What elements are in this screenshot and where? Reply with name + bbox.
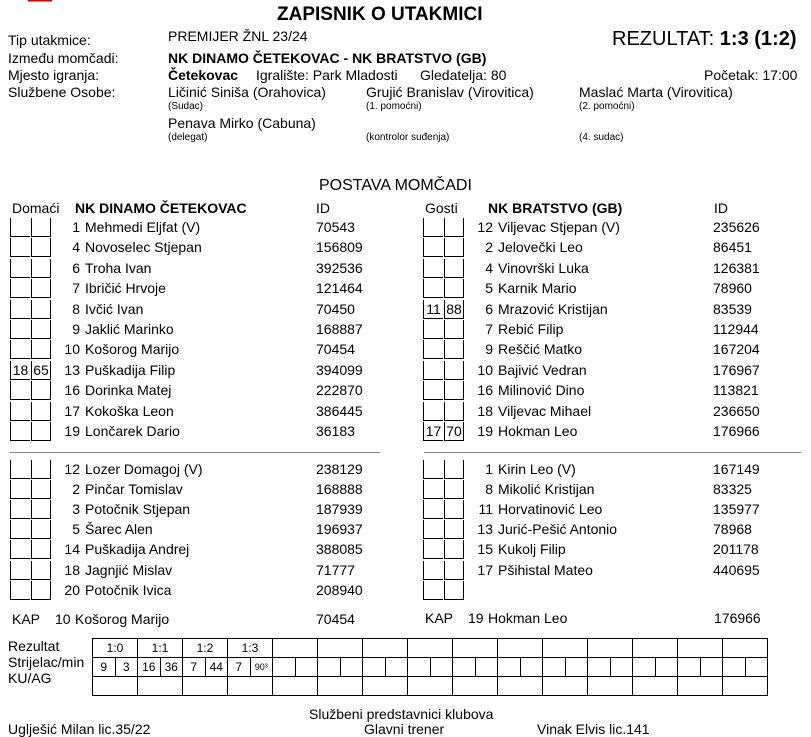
empty-cell	[498, 639, 543, 658]
minute-box	[423, 402, 443, 421]
player-id: 386445	[316, 402, 363, 419]
empty-cell	[273, 658, 296, 677]
venue-label: Mjesto igranja:	[8, 67, 100, 83]
player-id: 70454	[316, 341, 355, 358]
away-side-label: Gosti	[425, 200, 458, 216]
player-number: 6	[485, 300, 493, 317]
player-name: Pinčar Tomislav	[85, 481, 183, 498]
scorer-number-cell: 7	[183, 658, 206, 677]
minute-box	[31, 581, 51, 600]
scorer-minute-cell: 44	[205, 658, 228, 677]
player-number: 8	[485, 481, 493, 498]
empty-cell	[453, 658, 476, 677]
scorer-minute-cell: 90³	[250, 658, 273, 677]
player-number: 2	[72, 481, 80, 498]
empty-cell	[588, 658, 611, 677]
player-name: Novoselec Stjepan	[85, 239, 202, 256]
player-id: 156809	[316, 239, 363, 256]
minute-box	[10, 540, 30, 559]
minute-box	[10, 259, 30, 278]
empty-cell	[565, 658, 588, 677]
scorer-number-cell: 16	[138, 658, 161, 677]
minute-box	[10, 340, 30, 359]
official-role: (1. pomoćni)	[366, 101, 422, 112]
player-id: 187939	[316, 501, 363, 518]
empty-cell	[408, 677, 453, 696]
minute-box	[31, 460, 51, 479]
kuag-row	[93, 677, 768, 696]
score-cell: 1:2	[183, 639, 228, 658]
minute-box	[31, 422, 51, 441]
player-name: Ivčić Ivan	[85, 300, 144, 317]
minute-box	[423, 361, 443, 380]
minute-box	[444, 402, 464, 421]
player-name: Lozer Domagoj (V)	[85, 461, 203, 477]
start-time: Početak: 17:00	[704, 67, 798, 83]
minute-box	[423, 279, 443, 298]
minute-box	[444, 238, 464, 257]
empty-cell	[723, 658, 746, 677]
empty-cell	[543, 639, 588, 658]
lineup-title: POSTAVA MOMČADI	[319, 177, 472, 194]
empty-cell	[678, 658, 701, 677]
player-id: 83539	[713, 300, 752, 317]
player-number: 4	[72, 239, 80, 256]
minute-box	[423, 561, 443, 580]
player-number: 9	[485, 341, 493, 358]
player-number: 8	[72, 300, 80, 317]
empty-cell	[430, 658, 453, 677]
home-captain-number: 10	[55, 611, 71, 627]
minute-box	[444, 218, 464, 237]
result-label: REZULTAT:	[612, 28, 715, 50]
result-row-label: Rezultat	[8, 638, 60, 654]
minute-box	[31, 480, 51, 499]
player-name: Šarec Alen	[85, 521, 153, 538]
home-divider	[10, 452, 380, 453]
empty-cell	[745, 658, 768, 677]
player-name: Potočnik Ivica	[85, 581, 172, 598]
empty-cell	[588, 639, 633, 658]
official-name: Penava Mirko (Cabuna)	[168, 115, 316, 131]
player-name: Jurić-Pešić Antonio	[498, 521, 618, 538]
player-id: 78960	[713, 280, 752, 297]
empty-cell	[138, 677, 183, 696]
minute-box: 18	[10, 361, 30, 380]
official-role: (2. pomoćni)	[579, 101, 635, 112]
player-id: 440695	[713, 561, 760, 578]
minute-box	[10, 218, 30, 237]
minute-box	[423, 238, 443, 257]
player-number: 12	[64, 461, 80, 477]
minute-box	[10, 581, 30, 600]
scorer-row-label: Strijelac/min	[8, 654, 85, 670]
player-id: 236650	[713, 402, 760, 419]
away-divider	[424, 452, 801, 453]
player-name: Potočnik Stjepan	[85, 501, 191, 518]
player-name: Horvatinović Leo	[498, 501, 603, 518]
minute-box	[10, 320, 30, 339]
score-cell: 1:0	[93, 639, 138, 658]
player-name: Bajivić Vedran	[498, 361, 587, 378]
player-name: Vinovrški Luka	[498, 259, 589, 276]
player-id: 168888	[316, 481, 363, 498]
empty-cell	[228, 677, 273, 696]
empty-cell	[273, 639, 318, 658]
head-coach-label: Glavni trener	[364, 721, 445, 737]
minute-box	[423, 218, 443, 237]
officials-label: Službene Osobe:	[8, 84, 116, 100]
minute-box	[444, 460, 464, 479]
player-number: 5	[72, 521, 80, 538]
empty-cell	[273, 677, 318, 696]
kuag-row-label: KU/AG	[8, 670, 52, 686]
minute-box	[444, 500, 464, 519]
minute-box	[10, 402, 30, 421]
minute-box	[31, 259, 51, 278]
result	[612, 28, 797, 51]
player-number: 10	[477, 361, 493, 378]
player-id: 112944	[713, 321, 759, 337]
empty-cell	[340, 658, 363, 677]
empty-cell	[723, 639, 768, 658]
player-id: 113821	[713, 382, 759, 399]
player-name: Kokoška Leon	[85, 402, 174, 419]
minute-box	[444, 320, 464, 339]
minute-box	[10, 520, 30, 539]
official-role: (4. sudac)	[579, 132, 624, 143]
representative-left: Uglješić Milan lic.35/22	[8, 721, 151, 737]
minute-box	[423, 381, 443, 400]
player-name: Karnik Mario	[498, 280, 577, 297]
player-name: Rebić Filip	[498, 321, 564, 337]
player-id: 222870	[316, 382, 363, 399]
score-cell: 1:1	[138, 639, 183, 658]
empty-cell	[543, 677, 588, 696]
player-name: Lončarek Dario	[85, 423, 180, 439]
minute-box	[423, 581, 443, 600]
away-captain-number: 19	[468, 610, 484, 626]
empty-cell	[363, 639, 408, 658]
player-number: 20	[64, 581, 80, 598]
away-team-name: NK BRATSTVO (GB)	[488, 200, 623, 216]
player-number: 13	[64, 361, 80, 378]
result-row	[93, 639, 768, 658]
player-name: Mikolić Kristijan	[498, 481, 595, 498]
venue-value: Četekovac	[168, 67, 239, 83]
minute-box	[444, 540, 464, 559]
official-role: (kontrolor suđenja)	[366, 132, 450, 143]
player-id: 121464	[316, 280, 363, 297]
player-id: 388085	[316, 541, 363, 558]
player-id: 238129	[316, 461, 363, 477]
empty-cell	[453, 639, 498, 658]
player-id: 70450	[316, 300, 355, 317]
empty-cell	[408, 639, 453, 658]
empty-cell	[295, 658, 318, 677]
representative-right: Vinak Elvis lic.141	[537, 721, 650, 737]
player-name: Kirin Leo (V)	[498, 461, 576, 477]
empty-cell	[408, 658, 431, 677]
home-captain-id: 70454	[316, 611, 355, 627]
official-name: Maslać Marta (Virovitica)	[579, 84, 733, 100]
player-name: Kukolj Filip	[498, 541, 566, 558]
player-name: Troha Ivan	[85, 259, 152, 276]
official-role: (delegat)	[168, 132, 208, 143]
player-number: 7	[72, 280, 80, 297]
away-captain-name: Hokman Leo	[488, 610, 568, 626]
player-id: 235626	[713, 219, 760, 235]
page-title: ZAPISNIK O UTAKMICI	[277, 4, 483, 25]
player-id: 176966	[713, 423, 760, 439]
player-name: Puškadija Andrej	[85, 541, 190, 558]
empty-cell	[655, 658, 678, 677]
player-number: 1	[72, 219, 80, 235]
minute-box: 70	[444, 422, 464, 441]
home-captain-name: Košorog Marijo	[75, 611, 170, 627]
minute-box	[444, 340, 464, 359]
result-value: 1:3 (1:2)	[719, 28, 797, 50]
empty-cell	[498, 677, 543, 696]
scorer-row	[93, 658, 768, 677]
player-name: Hokman Leo	[498, 423, 578, 439]
player-name: Dorinka Matej	[85, 382, 172, 399]
empty-cell	[318, 639, 363, 658]
empty-cell	[700, 658, 723, 677]
away-captain-label: KAP	[425, 610, 454, 626]
minute-box	[423, 500, 443, 519]
minute-box	[423, 480, 443, 499]
minute-box	[10, 300, 30, 319]
minute-box: 11	[423, 300, 443, 319]
empty-cell	[363, 658, 386, 677]
player-name: Jagnjić Mislav	[85, 561, 173, 578]
empty-cell	[588, 677, 633, 696]
minute-box	[444, 581, 464, 600]
player-number: 10	[64, 341, 80, 358]
minute-box	[10, 238, 30, 257]
player-number: 19	[477, 423, 493, 439]
player-number: 19	[64, 423, 80, 439]
scorer-number-cell: 9	[93, 658, 116, 677]
minute-box	[423, 540, 443, 559]
minute-box	[31, 500, 51, 519]
player-id: 167149	[713, 461, 760, 477]
empty-cell	[723, 677, 768, 696]
player-number: 16	[477, 382, 493, 399]
player-number: 11	[478, 501, 493, 518]
minute-box	[10, 561, 30, 580]
player-id: 126381	[713, 259, 760, 276]
empty-cell	[498, 658, 521, 677]
player-name: Mehmedi Eljfat (V)	[85, 219, 201, 235]
player-number: 17	[477, 561, 493, 578]
empty-cell	[543, 658, 566, 677]
minute-box	[444, 520, 464, 539]
player-number: 17	[64, 402, 80, 419]
player-number: 3	[72, 501, 80, 518]
away-captain-id: 176966	[714, 610, 761, 626]
player-number: 18	[64, 561, 80, 578]
minute-box	[423, 340, 443, 359]
minute-box: 88	[444, 300, 464, 319]
empty-cell	[363, 677, 408, 696]
player-name: Jelovečki Leo	[498, 239, 583, 256]
player-id: 196937	[316, 521, 363, 538]
teams-label: Između momčadi:	[8, 50, 119, 66]
minute-box	[423, 259, 443, 278]
player-name: Jaklić Marinko	[85, 321, 174, 337]
player-id: 83325	[713, 481, 752, 498]
minute-box	[31, 218, 51, 237]
minute-box: 17	[423, 422, 443, 441]
empty-cell	[678, 677, 723, 696]
player-id: 392536	[316, 259, 363, 276]
home-id-header: ID	[316, 200, 330, 216]
player-name: Viljevac Mihael	[498, 402, 592, 419]
player-id: 176967	[713, 361, 760, 378]
player-id: 70543	[316, 219, 355, 235]
home-team-name: NK DINAMO ČETEKOVAC	[75, 200, 247, 216]
player-number: 6	[72, 259, 80, 276]
minute-box	[31, 540, 51, 559]
minute-box	[31, 300, 51, 319]
empty-cell	[633, 639, 678, 658]
minute-box	[423, 460, 443, 479]
spectators-value: Gledatelja: 80	[420, 67, 507, 83]
club-representatives-label: Službeni predstavnici klubova	[309, 706, 494, 722]
official-name: Ličinić Siniša (Orahovica)	[168, 84, 326, 100]
official-role: (Sudac)	[168, 101, 204, 112]
minute-box	[31, 238, 51, 257]
minute-box	[31, 320, 51, 339]
minute-box	[444, 361, 464, 380]
player-number: 7	[485, 321, 493, 337]
minute-box	[10, 460, 30, 479]
player-id: 167204	[713, 341, 760, 358]
player-number: 13	[477, 521, 493, 538]
scorer-number-cell: 7	[228, 658, 251, 677]
minute-box	[444, 259, 464, 278]
player-name: Mrazović Kristijan	[498, 300, 608, 317]
empty-cell	[520, 658, 543, 677]
minute-box	[444, 279, 464, 298]
empty-cell	[93, 677, 138, 696]
player-id: 78968	[713, 521, 752, 538]
player-number: 16	[64, 382, 80, 399]
minute-box	[10, 422, 30, 441]
player-id: 208940	[316, 581, 363, 598]
player-id: 86451	[713, 239, 752, 256]
home-side-label: Domaći	[12, 200, 60, 216]
minute-box	[423, 520, 443, 539]
empty-cell	[475, 658, 498, 677]
minute-box	[444, 561, 464, 580]
empty-cell	[453, 677, 498, 696]
minute-box: 65	[31, 361, 51, 380]
player-number: 1	[485, 461, 493, 477]
teams-value: NK DINAMO ČETEKOVAC - NK BRATSTVO (GB)	[168, 50, 487, 66]
away-id-header: ID	[714, 200, 728, 216]
minute-box	[31, 561, 51, 580]
player-id: 168887	[316, 321, 363, 337]
minute-box	[31, 279, 51, 298]
empty-cell	[385, 658, 408, 677]
minute-box	[31, 381, 51, 400]
empty-cell	[633, 677, 678, 696]
player-id: 71777	[316, 561, 355, 578]
player-number: 5	[485, 280, 493, 297]
minute-box	[444, 480, 464, 499]
match-type-value: PREMIJER ŽNL 23/24	[168, 28, 308, 44]
player-name: Košorog Marijo	[85, 341, 180, 358]
player-id: 36183	[316, 423, 355, 439]
player-name: Milinović Dino	[498, 382, 585, 399]
score-cell: 1:3	[228, 639, 273, 658]
player-name: Puškadija Filip	[85, 361, 176, 378]
player-number: 12	[477, 219, 493, 235]
match-type-label: Tip utakmice:	[8, 32, 91, 48]
player-name: Pšihistal Mateo	[498, 561, 593, 578]
minute-box	[444, 381, 464, 400]
player-number: 4	[485, 259, 493, 276]
player-id: 201178	[713, 541, 759, 558]
scorer-minute-cell: 36	[160, 658, 183, 677]
minute-box	[31, 340, 51, 359]
minute-box	[31, 402, 51, 421]
player-number: 14	[64, 541, 80, 558]
player-name: Viljevac Stjepan (V)	[498, 219, 620, 235]
empty-cell	[318, 658, 341, 677]
player-id: 394099	[316, 361, 363, 378]
player-number: 2	[485, 239, 493, 256]
goals-table	[92, 638, 768, 696]
league-logo-icon	[18, 0, 62, 8]
home-captain-label: KAP	[12, 611, 41, 627]
empty-cell	[610, 658, 633, 677]
empty-cell	[318, 677, 363, 696]
player-number: 9	[72, 321, 80, 337]
scorer-minute-cell: 3	[115, 658, 138, 677]
player-name: Ibričić Hrvoje	[85, 280, 166, 297]
minute-box	[10, 381, 30, 400]
ground-value: Igralište: Park Mladosti	[256, 67, 398, 83]
player-number: 15	[477, 541, 493, 558]
minute-box	[31, 520, 51, 539]
minute-box	[423, 320, 443, 339]
empty-cell	[633, 658, 656, 677]
player-number: 18	[477, 402, 493, 419]
minute-box	[10, 500, 30, 519]
minute-box	[10, 480, 30, 499]
minute-box	[10, 279, 30, 298]
empty-cell	[678, 639, 723, 658]
player-name: Reščić Matko	[498, 341, 583, 358]
official-name: Grujić Branislav (Virovitica)	[366, 84, 534, 100]
empty-cell	[183, 677, 228, 696]
player-id: 135977	[713, 501, 760, 518]
